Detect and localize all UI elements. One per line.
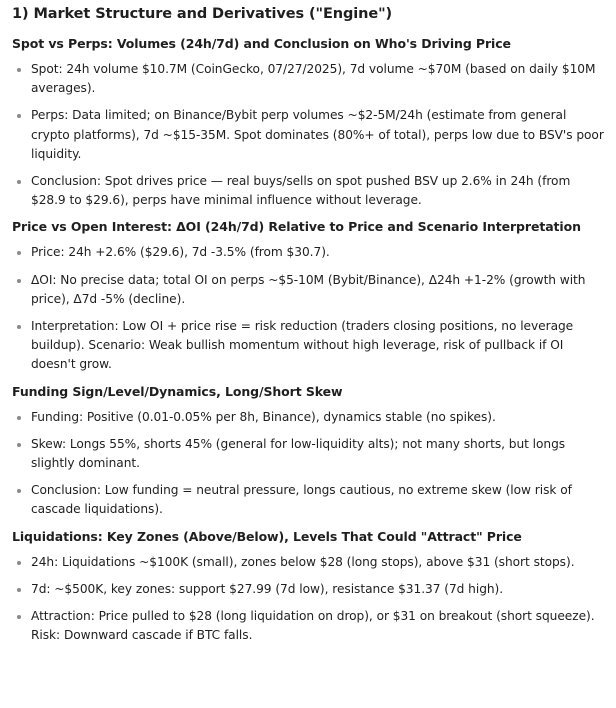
section-liquidations <box>12 528 604 646</box>
list-item-text: Conclusion: Low funding = neutral pressure, longs cautious, no extreme skew (low risk of cascade liquidations). <box>31 483 572 517</box>
bullet-list <box>12 408 604 520</box>
section-heading: Liquidations: Key Zones (Above/Below), Levels That Could "Attract" Price <box>12 528 522 544</box>
list-item-text: 7d: ~$500K, key zones: support $27.99 (7d low), resistance $31.37 (7d high). <box>31 581 504 596</box>
bullet-icon <box>17 180 21 184</box>
bullet-icon <box>17 615 21 619</box>
list-item <box>12 60 604 98</box>
list-item-text: Funding: Positive (0.01-0.05% per 8h, Binance), dynamics stable (no spikes). <box>31 409 496 424</box>
list-item <box>12 580 604 599</box>
bullet-icon <box>17 489 21 493</box>
bullet-icon <box>17 561 21 565</box>
list-item-text: 24h: Liquidations ~$100K (small), zones below $28 (long stops), above $31 (short stops). <box>31 554 575 569</box>
section-spot-vs-perps <box>12 35 604 210</box>
section-funding <box>12 383 604 520</box>
list-item-text: Attraction: Price pulled to $28 (long liquidation on drop), or $31 on breakout (short squeeze). Risk: Downward cascade if BTC falls. <box>31 609 595 643</box>
list-item <box>12 271 604 309</box>
list-item <box>12 243 604 262</box>
bullet-icon <box>17 443 21 447</box>
list-item <box>12 408 604 427</box>
list-item <box>12 553 604 572</box>
list-item <box>12 106 604 164</box>
bullet-list <box>12 60 604 210</box>
bullet-icon <box>17 68 21 72</box>
page-title: 1) Market Structure and Derivatives ("Engine") <box>12 6 393 22</box>
bullet-icon <box>17 588 21 592</box>
list-item-text: ΔOI: No precise data; total OI on perps ~$5-10M (Bybit/Binance), Δ24h +1-2% (growth with price), Δ7d -5% (decline). <box>31 272 586 306</box>
list-item-text: Spot: 24h volume $10.7M (CoinGecko, 07/27/2025), 7d volume ~$70M (based on daily $10M averages). <box>31 62 596 96</box>
section-price-vs-oi <box>12 218 604 374</box>
bullet-list <box>12 553 604 646</box>
list-item-text: Price: 24h +2.6% ($29.6), 7d -3.5% (from $30.7). <box>31 245 330 260</box>
bullet-icon <box>17 251 21 255</box>
bullet-icon <box>17 114 21 118</box>
list-item-text: Skew: Longs 55%, shorts 45% (general for low-liquidity alts); not many shorts, but longs slightly dominant. <box>31 436 566 471</box>
list-item <box>12 172 604 210</box>
bullet-icon <box>17 416 21 420</box>
bullet-icon <box>17 279 21 283</box>
list-item-text: Perps: Data limited; on Binance/Bybit perp volumes ~$2-5M/24h (estimate from general crypto platforms), 7d ~$15-35M. Spot dominates (80%+ of total), perps low due to BSV's poor liquidity. <box>31 108 604 161</box>
bullet-list <box>12 243 604 374</box>
list-item-text: Interpretation: Low OI + price rise = risk reduction (traders closing positions, no leverage buildup). Scenario: Weak bullish momentum without high leverage, risk of pullback if OI doesn't grow. <box>31 319 574 372</box>
section-heading: Spot vs Perps: Volumes (24h/7d) and Conclusion on Who's Driving Price <box>12 36 511 51</box>
list-item <box>12 607 604 645</box>
bullet-icon <box>17 325 21 329</box>
list-item <box>12 317 604 375</box>
section-heading: Funding Sign/Level/Dynamics, Long/Short Skew <box>12 383 343 399</box>
section-heading: Price vs Open Interest: ΔOI (24h/7d) Relative to Price and Scenario Interpretation <box>12 219 581 235</box>
list-item-text: Conclusion: Spot drives price — real buys/sells on spot pushed BSV up 2.6% in 24h (from $28.9 to $29.6), perps have minimal influence without leverage. <box>31 174 571 208</box>
list-item <box>12 481 604 519</box>
list-item <box>12 435 604 473</box>
